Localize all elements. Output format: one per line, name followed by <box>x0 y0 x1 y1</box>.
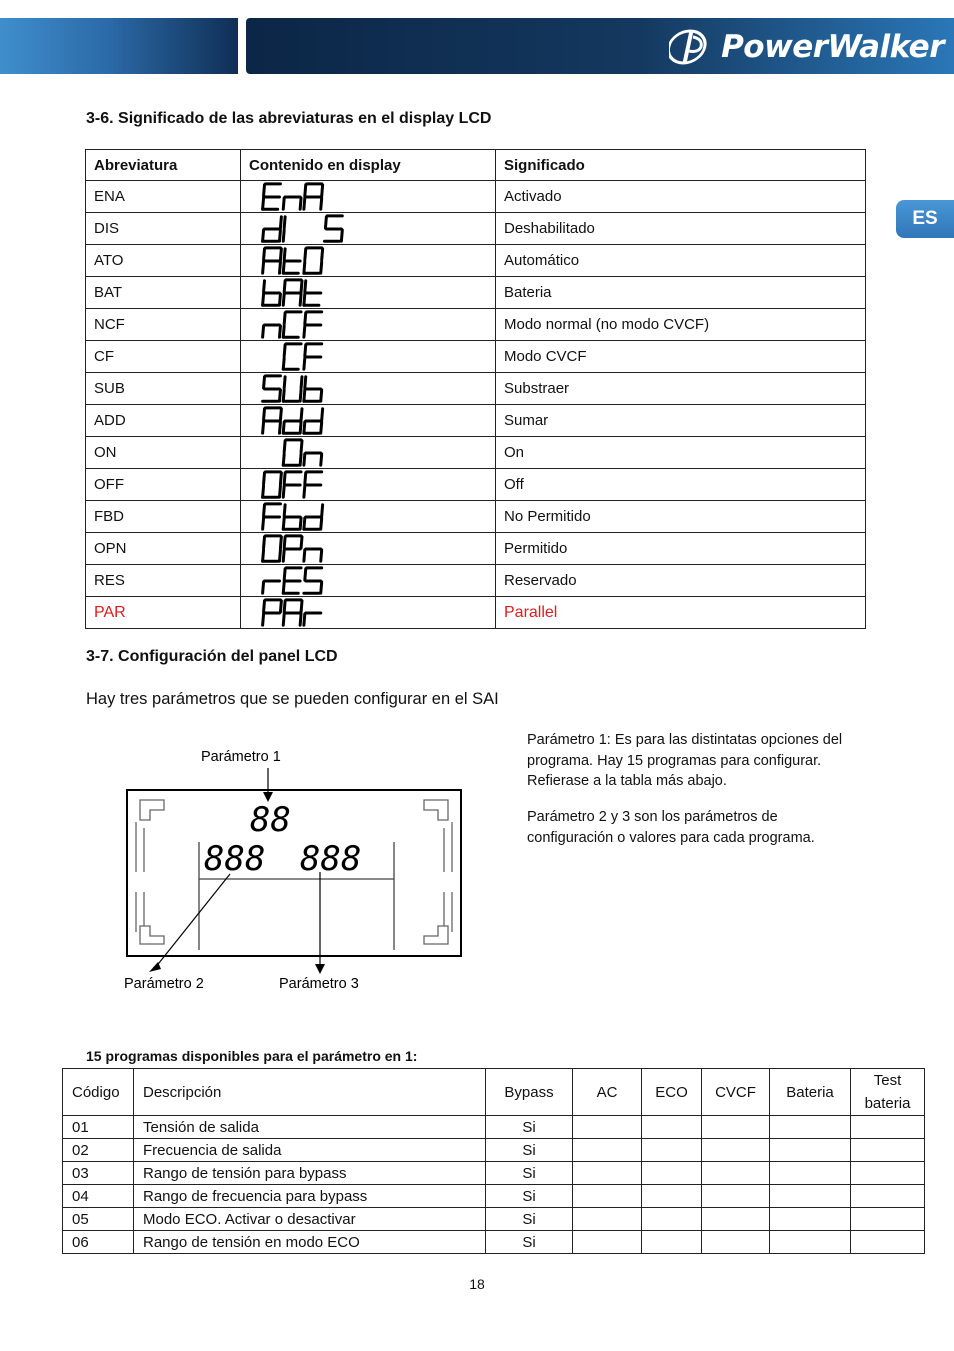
lcd-display-glyph <box>257 534 347 564</box>
table-row <box>86 277 866 309</box>
table-row <box>86 533 866 565</box>
bypass-cell: Si <box>486 1231 573 1254</box>
lcd-digits-top: 88 <box>250 800 291 840</box>
table-row <box>86 309 866 341</box>
bypass-cell: Si <box>486 1139 573 1162</box>
table-row <box>86 373 866 405</box>
lcd-display-glyph <box>257 566 347 596</box>
abbreviation-cell: ATO <box>86 245 241 277</box>
table-row <box>86 597 866 629</box>
column-header: Test bateria <box>851 1069 925 1116</box>
display-content-cell <box>241 597 496 629</box>
lcd-corner-bars <box>136 800 452 944</box>
meaning-cell: Off <box>496 469 866 501</box>
column-header: CVCF <box>702 1069 770 1116</box>
lcd-display-glyph <box>257 406 347 436</box>
code-cell: 03 <box>63 1162 134 1185</box>
lcd-display-glyph <box>257 246 347 276</box>
column-header: Abreviatura <box>86 150 241 181</box>
abbreviation-cell: NCF <box>86 309 241 341</box>
description-cell: Rango de tensión para bypass <box>134 1162 486 1185</box>
table-row <box>63 1162 925 1185</box>
abbreviation-cell: OFF <box>86 469 241 501</box>
bypass-cell: Si <box>486 1185 573 1208</box>
lcd-display-glyph <box>257 214 347 244</box>
display-content-cell <box>241 309 496 341</box>
display-content-cell <box>241 341 496 373</box>
lcd-display-glyph <box>257 310 347 340</box>
description-cell: Tensión de salida <box>134 1116 486 1139</box>
intro-text: Hay tres parámetros que se pueden configurar en el SAI <box>86 690 499 708</box>
lcd-display-glyph <box>257 438 347 468</box>
description-cell: Modo ECO. Activar o desactivar <box>134 1208 486 1231</box>
meaning-cell: Reservado <box>496 565 866 597</box>
meaning-cell: Substraer <box>496 373 866 405</box>
powerwalker-logo-icon <box>669 27 715 67</box>
meaning-cell: Activado <box>496 181 866 213</box>
table-row <box>86 501 866 533</box>
display-content-cell <box>241 501 496 533</box>
bypass-cell: Si <box>486 1208 573 1231</box>
table-row <box>86 405 866 437</box>
display-content-cell <box>241 405 496 437</box>
code-cell: 05 <box>63 1208 134 1231</box>
table-row <box>63 1208 925 1231</box>
lcd-display-glyph <box>257 598 347 628</box>
description-cell: Rango de frecuencia para bypass <box>134 1185 486 1208</box>
meaning-cell: On <box>496 437 866 469</box>
table-row <box>63 1139 925 1162</box>
meaning-cell: Parallel <box>496 597 866 629</box>
display-content-cell <box>241 437 496 469</box>
table-row <box>63 1116 925 1139</box>
abbreviation-cell: SUB <box>86 373 241 405</box>
meaning-cell: Automático <box>496 245 866 277</box>
meaning-cell: Deshabilitado <box>496 213 866 245</box>
abbreviation-cell: BAT <box>86 277 241 309</box>
display-content-cell <box>241 373 496 405</box>
description-cell: Frecuencia de salida <box>134 1139 486 1162</box>
column-header: Código <box>63 1069 134 1116</box>
code-cell: 02 <box>63 1139 134 1162</box>
lcd-display-glyph <box>257 342 347 372</box>
section-title-lcd-config: 3-7. Configuración del panel LCD <box>86 648 338 665</box>
abbreviation-cell: ENA <box>86 181 241 213</box>
table-row <box>86 565 866 597</box>
parameter-1-description: Parámetro 1: Es para las distintatas opciones del programa. Hay 15 programas para configurar. Refierase a la tabla más abajo. <box>527 732 843 789</box>
lcd-display-glyph <box>257 470 347 500</box>
meaning-cell: No Permitido <box>496 501 866 533</box>
column-header: Contenido en display <box>241 150 496 181</box>
lcd-digits-right: 888 <box>300 839 362 879</box>
programs-table-title: 15 programas disponibles para el parámetro en 1: <box>86 1048 418 1064</box>
banner-right-block <box>246 18 954 74</box>
lcd-frame <box>127 790 461 956</box>
meaning-cell: Sumar <box>496 405 866 437</box>
abbreviation-cell: CF <box>86 341 241 373</box>
abbreviation-cell: ON <box>86 437 241 469</box>
abbreviation-cell: FBD <box>86 501 241 533</box>
abbreviation-cell: ADD <box>86 405 241 437</box>
table-row <box>63 1231 925 1254</box>
table-row <box>86 245 866 277</box>
brand-logo <box>669 26 944 68</box>
meaning-cell: Modo normal (no modo CVCF) <box>496 309 866 341</box>
column-header: AC <box>573 1069 642 1116</box>
code-cell: 01 <box>63 1116 134 1139</box>
section-title-abbreviations: 3-6. Significado de las abreviaturas en el display LCD <box>86 110 492 127</box>
abbreviation-cell: PAR <box>86 597 241 629</box>
column-header: Descripción <box>134 1069 486 1116</box>
display-content-cell <box>241 565 496 597</box>
description-cell: Rango de tensión en modo ECO <box>134 1231 486 1254</box>
table-row <box>63 1185 925 1208</box>
lcd-display-glyph <box>257 374 347 404</box>
language-tab-es: ES <box>896 200 954 238</box>
table-row <box>86 213 866 245</box>
table-row <box>86 437 866 469</box>
brand-name: PowerWalker <box>721 29 944 65</box>
display-content-cell <box>241 277 496 309</box>
column-header: Bypass <box>486 1069 573 1116</box>
code-cell: 04 <box>63 1185 134 1208</box>
label-parameter-1: Parámetro 1 <box>201 749 281 765</box>
header-banner <box>0 18 954 74</box>
bypass-cell: Si <box>486 1116 573 1139</box>
display-content-cell <box>241 181 496 213</box>
abbreviation-cell: DIS <box>86 213 241 245</box>
lcd-digits-left: 888 <box>204 839 266 879</box>
table-header-row <box>86 150 866 181</box>
lcd-display-glyph <box>257 502 347 532</box>
meaning-cell: Permitido <box>496 533 866 565</box>
abbreviations-table <box>85 149 866 629</box>
column-header: Bateria <box>770 1069 851 1116</box>
banner-left-block <box>0 18 238 74</box>
lcd-display-glyph <box>257 278 347 308</box>
table-header-row <box>63 1069 925 1116</box>
page-number: 18 <box>469 1276 485 1292</box>
label-parameter-2: Parámetro 2 <box>124 976 204 992</box>
display-content-cell <box>241 469 496 501</box>
label-parameter-3: Parámetro 3 <box>279 976 359 992</box>
display-content-cell <box>241 213 496 245</box>
table-row <box>86 181 866 213</box>
abbreviation-cell: RES <box>86 565 241 597</box>
meaning-cell: Modo CVCF <box>496 341 866 373</box>
table-row <box>86 469 866 501</box>
code-cell: 06 <box>63 1231 134 1254</box>
bypass-cell: Si <box>486 1162 573 1185</box>
lcd-display-glyph <box>257 182 347 212</box>
column-header: ECO <box>642 1069 702 1116</box>
parameter-2-3-description: Parámetro 2 y 3 son los parámetros de configuración o valores para cada programa. <box>527 809 815 846</box>
meaning-cell: Bateria <box>496 277 866 309</box>
programs-table <box>62 1068 925 1254</box>
lcd-panel-diagram <box>100 740 500 1010</box>
abbreviation-cell: OPN <box>86 533 241 565</box>
column-header: Significado <box>496 150 866 181</box>
display-content-cell <box>241 245 496 277</box>
table-row <box>86 341 866 373</box>
display-content-cell <box>241 533 496 565</box>
